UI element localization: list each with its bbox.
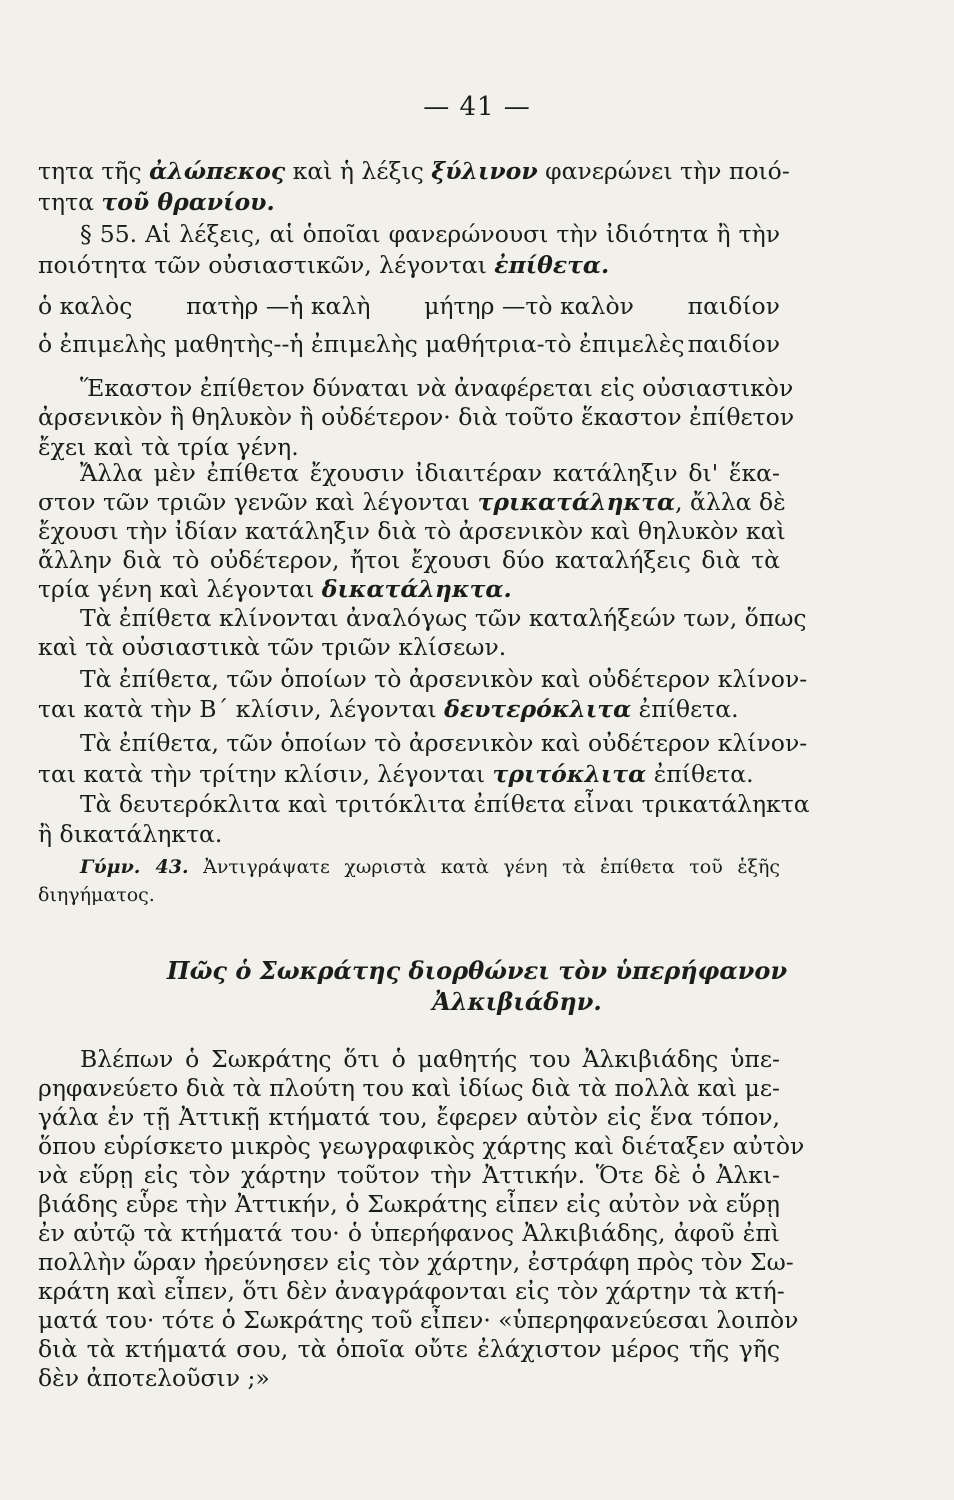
text-line: ἔχει καὶ τὰ τρία γένη. — [38, 433, 299, 461]
section-heading-line: § 55. Αἱ λέξεις, αἱ ὁποῖαι φανερώνουσι τὴν ἰδιότητα ἢ τὴν — [80, 220, 780, 248]
story-line: πολλὴν ὥραν ἠρεύνησεν εἰς τὸν χάρτην, ἐστράφη πρὸς τὸν Σω- — [38, 1248, 794, 1276]
text-line: τητα τοῦ θρανίου. — [38, 188, 275, 216]
text-line: ποιότητα τῶν οὐσιαστικῶν, λέγονται ἐπίθετα. — [38, 251, 610, 279]
text-line: ται κατὰ τὴν Β΄ κλίσιν, λέγονται δευτερόκλιτα ἐπίθετα. — [38, 695, 739, 723]
story-line: γάλα ἐν τῇ Ἀττικῇ κτήματά του, ἔφερεν αὐτὸν εἰς ἕνα τόπον, — [38, 1103, 780, 1131]
story-line: ἐν αὐτῷ τὰ κτήματά του· ὁ ὑπερήφανος Ἀλκιβιάδης, ἀφοῦ ἐπὶ — [38, 1219, 780, 1247]
text-line: Ἄλλα μὲν ἐπίθετα ἔχουσιν ἰδιαιτέραν κατάληξιν δι' ἕκα- — [80, 459, 780, 487]
text-line: καὶ τὰ οὐσιαστικὰ τῶν τριῶν κλίσεων. — [38, 633, 507, 661]
story-line: νὰ εὕρῃ εἰς τὸν χάρτην τοῦτον τὴν Ἀττικήν. Ὅτε δὲ ὁ Ἀλκι- — [38, 1161, 780, 1189]
story-line: δὲν ἀποτελοῦσιν ;» — [38, 1364, 270, 1392]
text-line: ἀρσενικὸν ἢ θηλυκὸν ἢ οὐδέτερον· διὰ τοῦτο ἕκαστον ἐπίθετον — [38, 403, 795, 431]
text-line: ἢ δικατάληκτα. — [38, 820, 223, 848]
text-line: Τὰ ἐπίθετα, τῶν ὁποίων τὸ ἀρσενικὸν καὶ οὐδέτερον κλίνον- — [80, 665, 808, 693]
story-line: διὰ τὰ κτήματά σου, τὰ ὁποῖα οὔτε ἐλάχιστον μέρος τῆς γῆς — [38, 1335, 780, 1363]
example-row: ὁ καλὸς πατὴρ —ἡ καλὴ μήτηρ —τὸ καλὸν παιδίον — [38, 292, 780, 320]
text-line: τητα τῆς ἀλώπεκος καὶ ἡ λέξις ξύλινον φανερώνει τὴν ποιό- — [38, 157, 790, 185]
text-line: στον τῶν τριῶν γενῶν καὶ λέγονται τρικατάληκτα, ἄλλα δὲ — [38, 488, 786, 516]
text-line: ται κατὰ τὴν τρίτην κλίσιν, λέγονται τριτόκλιτα ἐπίθετα. — [38, 760, 754, 788]
story-line: ρηφανεύετο διὰ τὰ πλούτη του καὶ ἰδίως διὰ τὰ πολλὰ καὶ με- — [38, 1074, 780, 1102]
story-line: βιάδης εὗρε τὴν Ἀττικήν, ὁ Σωκράτης εἶπεν εἰς αὐτὸν νὰ εὕρῃ — [38, 1190, 780, 1218]
text-line: ἄλλην διὰ τὸ οὐδέτερον, ἤτοι ἔχουσι δύο καταλήξεις διὰ τὰ — [38, 546, 780, 574]
text-line: Τὰ ἐπίθετα κλίνονται ἀναλόγως τῶν καταλήξεών των, ὅπως — [80, 604, 807, 632]
exercise-line: Γύμν. 43. Ἀντιγράψατε χωριστὰ κατὰ γένη τὰ ἐπίθετα τοῦ ἑξῆς — [80, 856, 781, 878]
example-row: ὁ ἐπιμελὴς μαθητὴς--ἡ ἐπιμελὴς μαθήτρια-τὸ ἐπιμελὲς παιδίον — [38, 330, 780, 358]
story-title: Ἀλκιβιάδην. — [432, 987, 602, 1016]
story-line: ματά του· τότε ὁ Σωκράτης τοῦ εἶπεν· «ὑπερηφανεύεσαι λοιπὸν — [38, 1306, 799, 1334]
story-line: ὅπου εὑρίσκετο μικρὸς γεωγραφικὸς χάρτης καὶ διέταξεν αὐτὸν — [38, 1132, 805, 1160]
exercise-line: διηγήματος. — [38, 884, 155, 906]
text-line: Τὰ ἐπίθετα, τῶν ὁποίων τὸ ἀρσενικὸν καὶ οὐδέτερον κλίνον- — [80, 729, 808, 757]
story-line: Βλέπων ὁ Σωκράτης ὅτι ὁ μαθητής του Ἀλκιβιάδης ὑπε- — [80, 1045, 780, 1073]
text-line: τρία γένη καὶ λέγονται δικατάληκτα. — [38, 575, 512, 603]
story-line: κράτη καὶ εἶπεν, ὅτι δὲν ἀναγράφονται εἰς τὸν χάρτην τὰ κτή- — [38, 1277, 785, 1305]
page-number: — 41 — — [423, 92, 531, 122]
text-line: Τὰ δευτερόκλιτα καὶ τριτόκλιτα ἐπίθετα εἶναι τρικατάληκτα — [80, 790, 810, 818]
text-line: ἔχουσι τὴν ἰδίαν κατάληξιν διὰ τὸ ἀρσενικὸν καὶ θηλυκὸν καὶ — [38, 517, 786, 545]
text-line: Ἕκαστον ἐπίθετον δύναται νὰ ἀναφέρεται εἰς οὐσιαστικὸν — [80, 374, 794, 402]
story-title: Πῶς ὁ Σωκράτης διορθώνει τὸν ὑπερήφανον — [166, 956, 788, 985]
